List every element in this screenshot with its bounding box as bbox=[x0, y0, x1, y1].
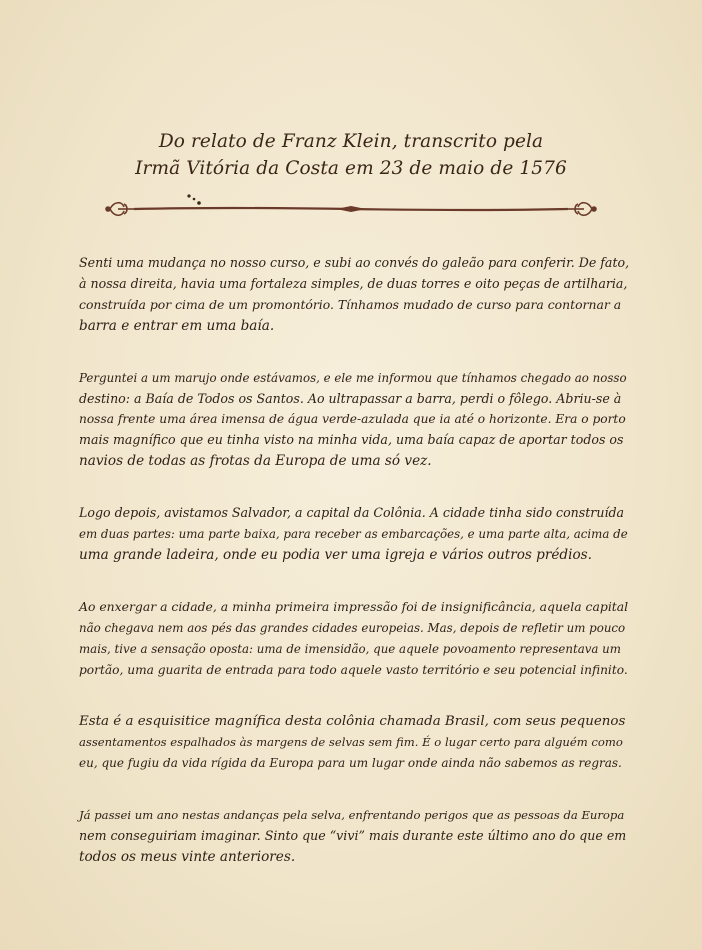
text-line: assentamentos espalhados às margens de selvas sem fim. É o lugar certo para alguém como bbox=[79, 735, 623, 750]
text-line: barra e entrar em uma baía. bbox=[79, 317, 275, 334]
title-line-1: Do relato de Franz Klein, transcrito pela bbox=[158, 131, 544, 152]
right-fleur-ornament bbox=[568, 203, 596, 216]
paragraph bbox=[79, 368, 629, 473]
text-line: Esta é a esquisitice magnífica desta colônia chamada Brasil, com seus pequenos bbox=[79, 713, 626, 729]
text-line: não chegava nem aos pés das grandes cidades europeias. Mas, depois de refletir um pouco bbox=[79, 620, 626, 635]
text-line: uma grande ladeira, onde eu podia ver uma igreja e vários outros prédios. bbox=[79, 546, 592, 563]
title-line-2: Irmã Vitória da Costa em 23 de maio de 1576 bbox=[135, 158, 567, 179]
text-line: mais, tive a sensação oposta: uma de imensidão, que aquele povoamento representava um bbox=[79, 641, 621, 656]
document-body bbox=[79, 253, 629, 899]
text-line: navios de todas as frotas da Europa de uma só vez. bbox=[79, 453, 432, 470]
text-line: eu, que fugiu da vida rígida da Europa para um lugar onde ainda não sabemos as regras. bbox=[79, 756, 622, 771]
text-line: à nossa direita, havia uma fortaleza simples, de duas torres e oito peças de artilharia, bbox=[79, 275, 628, 291]
text-line: construída por cima de um promontório. Tínhamos mudado de curso para contornar a bbox=[79, 296, 622, 312]
text-line: nem conseguiriam imaginar. Sinto que “vivi” mais durante este último ano do que em bbox=[79, 828, 627, 844]
text-line: Logo depois, avistamos Salvador, a capital da Colônia. A cidade tinha sido construída bbox=[79, 505, 625, 521]
paragraph bbox=[79, 253, 629, 337]
paragraph bbox=[79, 712, 629, 775]
text-line: destino: a Baía de Todos os Santos. Ao ultrapassar a barra, perdi o fôlego. Abriu-se à bbox=[79, 390, 622, 406]
divider-center-diamond bbox=[336, 206, 366, 212]
paragraph bbox=[79, 597, 629, 681]
text-line: todos os meus vinte anteriores. bbox=[79, 849, 296, 866]
ornamental-divider bbox=[104, 194, 598, 224]
text-line: Já passei um ano nestas andanças pela selva, enfrentando perigos que as pessoas da Europa bbox=[79, 808, 625, 823]
text-line: Ao enxergar a cidade, a minha primeira impressão foi de insignificância, aquela capital bbox=[79, 598, 629, 614]
text-line: nossa frente uma área imensa de água verde-azulada que ia até o horizonte. Era o porto bbox=[79, 412, 626, 427]
text-line: Senti uma mudança no nosso curso, e subi ao convés do galeão para conferir. De fato, bbox=[79, 255, 630, 270]
paragraph bbox=[79, 805, 629, 868]
text-line: portão, uma guarita de entrada para todo aquele vasto território e seu potencial infinito. bbox=[79, 662, 628, 677]
text-line: em duas partes: uma parte baixa, para receber as embarcações, e uma parte alta, acima de bbox=[79, 527, 628, 542]
document-title bbox=[90, 128, 612, 182]
paragraph bbox=[79, 503, 629, 566]
ink-flourish-marks bbox=[187, 194, 200, 204]
left-fleur-ornament bbox=[106, 203, 134, 216]
text-line: Perguntei a um marujo onde estávamos, e ele me informou que tínhamos chegado ao nosso bbox=[79, 370, 627, 385]
text-line: mais magnífico que eu tinha visto na minha vida, uma baía capaz de aportar todos os bbox=[79, 432, 624, 448]
